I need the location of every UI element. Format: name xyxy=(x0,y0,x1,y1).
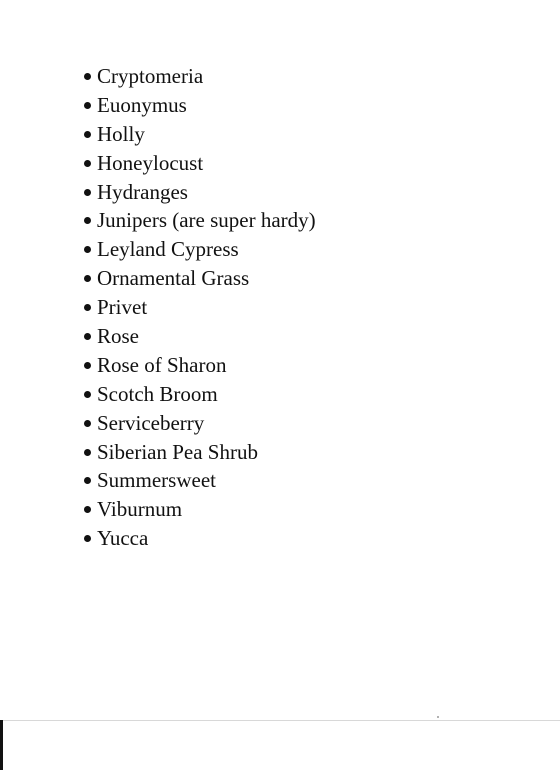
list-item-text: Rose of Sharon xyxy=(97,352,227,377)
bullet-icon xyxy=(84,333,91,340)
list-item xyxy=(82,438,316,467)
list-item-text: Euonymus xyxy=(97,92,187,117)
list-item-text: Cryptomeria xyxy=(97,64,204,88)
list-item-text: Yucca xyxy=(97,526,149,551)
list-item xyxy=(82,322,316,351)
bullet-icon xyxy=(84,535,91,542)
list-item xyxy=(82,380,316,409)
bullet-icon xyxy=(84,449,91,456)
list-item-text: Hydranges xyxy=(97,179,188,204)
list-item xyxy=(82,120,316,149)
list-item xyxy=(82,178,316,207)
list-item-text: Privet xyxy=(97,295,148,320)
bullet-icon xyxy=(84,506,91,513)
list-item xyxy=(82,524,316,553)
bullet-icon xyxy=(84,246,91,253)
list-item-text: Rose xyxy=(97,324,139,349)
list-item xyxy=(82,235,316,264)
bullet-icon xyxy=(84,304,91,311)
list-item xyxy=(82,495,316,524)
page-bottom-edge xyxy=(0,720,560,721)
list-item xyxy=(82,264,316,293)
list-item xyxy=(82,466,316,495)
bullet-icon xyxy=(84,275,91,282)
list-item-text: Viburnum xyxy=(97,497,183,522)
bullet-icon xyxy=(84,102,91,109)
list-item-text: Summersweet xyxy=(97,468,216,493)
scan-left-edge-bar xyxy=(0,720,3,770)
list-item-text: Holly xyxy=(97,121,145,146)
bullet-icon xyxy=(84,217,91,224)
bullet-icon xyxy=(84,189,91,196)
bullet-icon xyxy=(84,131,91,138)
bullet-icon xyxy=(84,420,91,427)
bullet-icon xyxy=(84,391,91,398)
list-item-text: Junipers (are super hardy) xyxy=(97,208,316,233)
plant-bullet-list xyxy=(82,62,316,553)
scan-speck xyxy=(437,716,439,718)
list-item xyxy=(82,62,316,91)
list-item-text: Siberian Pea Shrub xyxy=(97,439,258,464)
list-item-text: Scotch Broom xyxy=(97,381,218,406)
bullet-icon xyxy=(84,160,91,167)
list-item xyxy=(82,293,316,322)
bullet-icon xyxy=(84,362,91,369)
list-item-text: Honeylocust xyxy=(97,150,204,175)
list-item xyxy=(82,409,316,438)
list-item-text: Serviceberry xyxy=(97,410,205,435)
list-item-text: Leyland Cypress xyxy=(97,237,239,262)
bullet-icon xyxy=(84,477,91,484)
list-item xyxy=(82,91,316,120)
bullet-icon xyxy=(84,73,91,80)
list-item-text: Ornamental Grass xyxy=(97,266,250,291)
list-item xyxy=(82,351,316,380)
list-item xyxy=(82,149,316,178)
list-item xyxy=(82,206,316,235)
